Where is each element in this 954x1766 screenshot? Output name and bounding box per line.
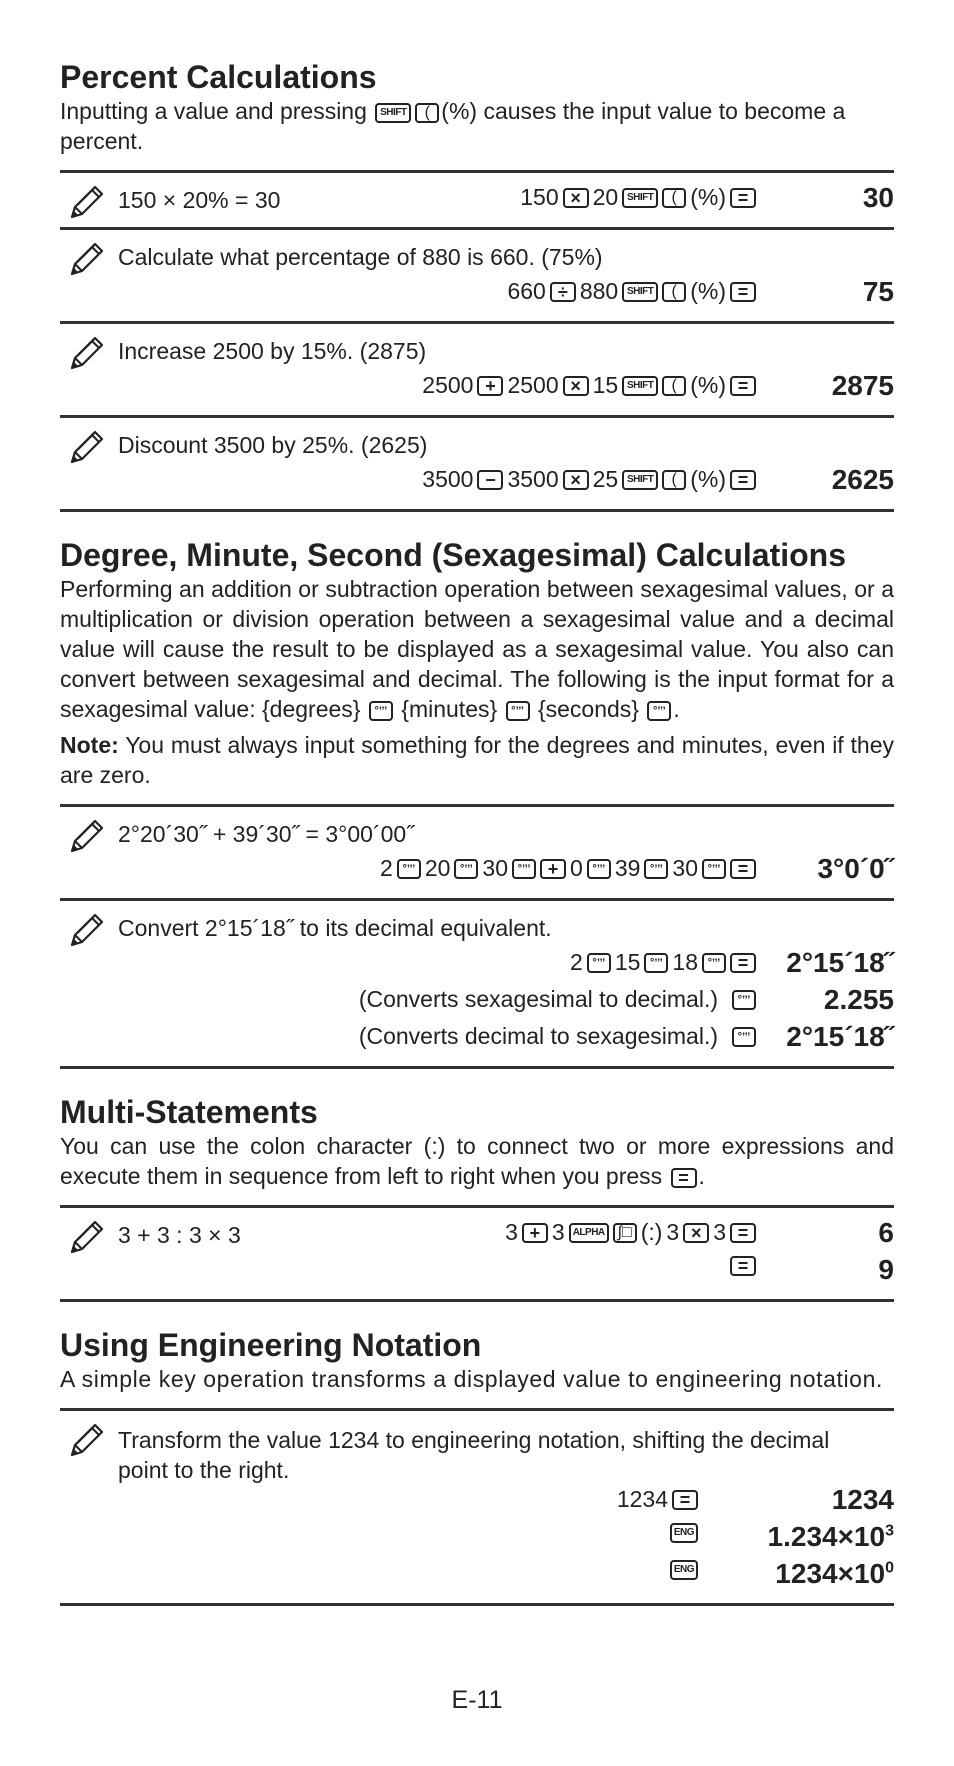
example-percent-3: [60, 321, 894, 415]
times-key: ×: [683, 1223, 709, 1243]
plus-key: +: [540, 859, 566, 879]
shift-key: SHIFT: [622, 470, 658, 490]
shift-key: SHIFT: [375, 103, 411, 123]
equals-key: =: [730, 859, 756, 879]
key-number: 15: [614, 949, 641, 975]
conversion-note: (Converts sexagesimal to decimal.): [358, 986, 718, 1012]
key-sequence: [520, 184, 756, 211]
example-percent-1: [60, 170, 894, 227]
example-result: 1234: [831, 1484, 894, 1515]
shift-key: SHIFT: [622, 376, 658, 396]
dms-key: °’’’: [702, 859, 726, 879]
colon-label: (:): [640, 1219, 663, 1245]
note-text: You must always input something for the degrees and minutes, even if they are zero.: [60, 732, 894, 788]
page-content: [60, 58, 894, 1606]
dms-key: °’’’: [587, 953, 611, 973]
open-paren-key: (: [662, 376, 686, 396]
times-key: ×: [563, 188, 589, 208]
result-exponent: 3: [885, 1522, 894, 1540]
dms-note: [60, 730, 894, 790]
key-sequence: [617, 1486, 698, 1513]
note-label: Note:: [60, 732, 119, 758]
example-description: 3 + 3 : 3 × 3: [118, 1222, 241, 1248]
example-description: 150 × 20% = 30: [118, 187, 281, 213]
example-description: Increase 2500 by 15%. (2875): [118, 338, 427, 364]
key-sequence: [670, 1523, 698, 1543]
example-dms-2: [60, 898, 894, 1069]
dms-key: °’’’: [506, 701, 530, 721]
example-result: 2875: [831, 370, 894, 401]
equals-key: =: [730, 470, 756, 490]
equals-key: =: [730, 1223, 756, 1243]
key-sequence: [570, 949, 756, 976]
key-number: 2500: [422, 372, 474, 398]
key-number: 2: [570, 949, 583, 975]
key-number: 3: [666, 1219, 680, 1245]
key-number: 2: [380, 855, 393, 881]
percent-label: (%): [690, 466, 726, 492]
example-eng-1: [60, 1408, 894, 1606]
key-number: 150: [520, 184, 559, 210]
key-number: 3500: [422, 466, 474, 492]
equals-key: =: [730, 282, 756, 302]
dms-key: °’’’: [644, 953, 668, 973]
key-number: 0: [570, 855, 583, 881]
key-sequence: [359, 986, 756, 1013]
dms-key: °’’’: [512, 859, 536, 879]
dms-body-seconds: {seconds}: [537, 696, 639, 722]
dms-key: °’’’: [702, 953, 726, 973]
example-description: Discount 3500 by 25%. (2625): [118, 432, 428, 458]
key-sequence: [507, 278, 756, 305]
example-result: 3°0´0˝: [817, 853, 894, 884]
example-description: 2°20´30˝ + 39´30˝ = 3°00´00˝: [118, 821, 414, 847]
example-result: 6: [878, 1217, 894, 1248]
times-key: ×: [563, 470, 589, 490]
result-base: 1.234×10: [767, 1521, 886, 1552]
key-number: 3500: [507, 466, 559, 492]
example-result: 2°15´18˝: [786, 1021, 894, 1052]
equals-key: =: [730, 188, 756, 208]
key-number: 30: [672, 855, 698, 881]
percent-label: (%): [690, 184, 726, 210]
key-number: 3: [713, 1219, 726, 1245]
shift-key: SHIFT: [622, 188, 658, 208]
key-sequence: [359, 1023, 756, 1050]
percent-intro-a: Inputting a value and pressing: [60, 98, 367, 124]
divide-key: ÷: [550, 282, 576, 302]
equals-key: =: [730, 1256, 756, 1276]
dms-key: °’’’: [647, 701, 671, 721]
key-number: 30: [482, 855, 509, 881]
result-base: 1234×10: [775, 1558, 886, 1589]
equals-key: =: [672, 1490, 698, 1510]
dms-key: °’’’: [369, 701, 393, 721]
key-sequence: [505, 1219, 756, 1246]
percent-intro: [60, 96, 894, 156]
plus-key: +: [477, 376, 503, 396]
key-number: 18: [672, 949, 698, 975]
key-number: 3: [551, 1219, 565, 1245]
key-sequence: [422, 466, 756, 493]
open-paren-key: (: [415, 103, 439, 123]
conversion-note: (Converts decimal to sexagesimal.): [358, 1023, 718, 1049]
key-number: 20: [424, 855, 451, 881]
key-sequence: [380, 855, 756, 882]
example-percent-2: [60, 227, 894, 321]
eng-key: ENG: [670, 1560, 698, 1580]
key-number: 15: [592, 372, 619, 398]
example-result: [775, 1558, 894, 1590]
key-sequence: [670, 1560, 698, 1580]
example-result: 30: [862, 182, 894, 213]
percent-label: (%): [690, 372, 726, 398]
example-result: 9: [878, 1254, 894, 1285]
percent-intro-b: (%) causes the input value to become a percent.: [60, 98, 846, 154]
dms-body: Performing an addition or subtraction operation between sexagesimal values, or a multiplication or division operation between a sexagesimal value and a decimal value will cause the result to be displayed as a sexagesimal value. You also can convert between sexagesimal and decimal. The following is the input format for a sexagesimal value: {degrees} °’’’ {minutes} °’’’ {seconds} °’’’ .: [60, 576, 894, 722]
dms-body-minutes: {minutes}: [401, 696, 498, 722]
equals-key: =: [730, 953, 756, 973]
example-result: [768, 1521, 894, 1553]
page-number: E-11: [451, 1686, 503, 1714]
equals-key: =: [730, 376, 756, 396]
dms-key: °’’’: [454, 859, 478, 879]
key-number: 39: [614, 855, 641, 881]
result-exponent: 0: [885, 1559, 894, 1577]
open-paren-key: (: [662, 188, 686, 208]
dms-key: °’’’: [732, 990, 756, 1010]
section-title-percent: Percent Calculations: [60, 59, 377, 95]
open-paren-key: (: [662, 282, 686, 302]
example-description: Calculate what percentage of 880 is 660. (75%): [118, 244, 603, 270]
example-result: 75: [862, 276, 894, 307]
key-number: 1234: [616, 1486, 668, 1512]
eng-key: ENG: [670, 1523, 698, 1543]
example-percent-4: [60, 415, 894, 512]
key-number: 20: [592, 184, 619, 210]
section-title-eng: Using Engineering Notation: [60, 1327, 482, 1363]
key-number: 2500: [507, 372, 559, 398]
example-result: 2.255: [823, 984, 894, 1015]
key-number: 660: [507, 278, 546, 304]
minus-key: −: [477, 470, 503, 490]
example-description: Convert 2°15´18˝ to its decimal equivalent.: [118, 915, 552, 941]
section-title-multi: Multi-Statements: [60, 1094, 318, 1130]
key-sequence: [730, 1256, 756, 1276]
dms-key: °’’’: [587, 859, 611, 879]
key-number: 880: [579, 278, 619, 304]
example-result: 2625: [831, 464, 894, 495]
example-dms-1: [60, 804, 894, 898]
multi-body: You can use the colon character (:) to connect two or more expressions and execute them in sequence from left to right when you press = .: [60, 1133, 894, 1189]
dms-key: °’’’: [732, 1027, 756, 1047]
key-number: 3: [505, 1219, 518, 1245]
equals-key: =: [671, 1168, 697, 1188]
integral-key: ∫□: [613, 1223, 637, 1243]
example-result: 2°15´18˝: [786, 947, 894, 978]
dms-key: °’’’: [644, 859, 668, 879]
shift-key: SHIFT: [622, 282, 658, 302]
eng-body: A simple key operation transforms a displayed value to engineering notation.: [60, 1366, 883, 1392]
example-description: Transform the value 1234 to engineering notation, shifting the decimal point to the right.: [118, 1427, 830, 1483]
key-sequence: [422, 372, 756, 399]
percent-label: (%): [690, 278, 726, 304]
plus-key: +: [522, 1223, 548, 1243]
key-number: 25: [592, 466, 619, 492]
alpha-key: ALPHA: [569, 1223, 609, 1243]
dms-key: °’’’: [397, 859, 421, 879]
dms-body-text: Performing an addition or subtraction operation between sexagesimal values, or a multiplication or division operation between a sexagesimal value and a decimal value will cause the result to be displayed as a sexagesimal value. You also can convert between sexagesimal and decimal. The following is the input format for a sexagesimal value: {degrees}: [60, 576, 894, 722]
example-multi-1: [60, 1205, 894, 1302]
multi-body-text: You can use the colon character (:) to connect two or more expressions and execute them in sequence from left to right when you press: [60, 1133, 894, 1189]
open-paren-key: (: [662, 470, 686, 490]
times-key: ×: [563, 376, 589, 396]
section-title-dms: Degree, Minute, Second (Sexagesimal) Calculations: [60, 537, 846, 573]
